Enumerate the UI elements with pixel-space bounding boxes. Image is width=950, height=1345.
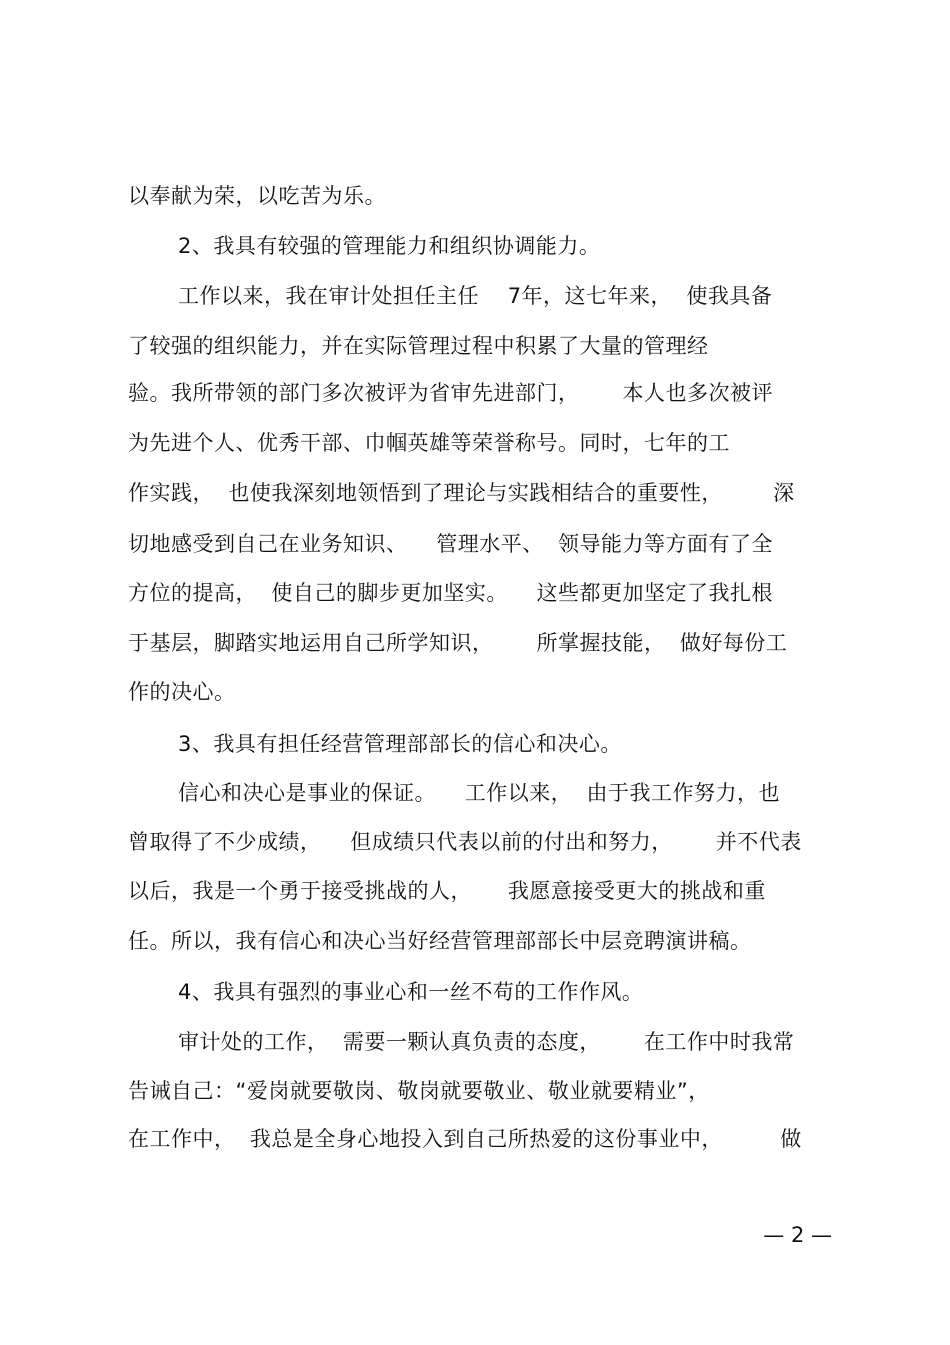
text-line: 于基层，脚踏实地运用自己所学知识， 所掌握技能， 做好每份工 (128, 631, 788, 655)
text-line: 作的决心。 (128, 680, 236, 704)
text-line: 作实践， 也使我深刻地领悟到了理论与实践相结合的重要性， 深 (128, 481, 795, 505)
text-line: 在工作中， 我总是全身心地投入到自己所热爱的这份事业中， 做 (128, 1127, 802, 1151)
text-line: 为先进个人、优秀干部、巾帼英雄等荣誉称号。同时，七年的工 (128, 431, 730, 455)
text-line: 切地感受到自己在业务知识、 管理水平、 领导能力等方面有了全 (128, 532, 774, 556)
text-line: 以奉献为荣，以吃苦为乐。 (128, 184, 386, 208)
text-line: 方位的提高， 使自己的脚步更加坚实。 这些都更加坚定了我扎根 (128, 581, 774, 605)
text-line: 告诫自己：“爱岗就要敬岗、敬岗就要敬业、敬业就要精业”， (128, 1079, 710, 1103)
page-number: — 2 — (763, 1223, 832, 1247)
text-line: 工作以来，我在审计处担任主任 7年，这七年来， 使我具备 (178, 284, 773, 308)
text-line: 了较强的组织能力，并在实际管理过程中积累了大量的管理经 (128, 334, 709, 358)
text-line: 验。我所带领的部门多次被评为省审先进部门， 本人也多次被评 (128, 381, 774, 405)
text-line: 以后，我是一个勇于接受挑战的人， 我愿意接受更大的挑战和重 (128, 879, 766, 903)
section-heading: 4、我具有强烈的事业心和一丝不苟的工作作风。 (178, 980, 644, 1004)
section-heading: 2、我具有较强的管理能力和组织协调能力。 (178, 234, 601, 258)
text-line: 曾取得了不少成绩， 但成绩只代表以前的付出和努力， 并不代表 (128, 830, 802, 854)
text-line: 信心和决心是事业的保证。 工作以来， 由于我工作努力，也 (178, 781, 781, 805)
text-line: 审计处的工作， 需要一颗认真负责的态度， 在工作中时我常 (178, 1030, 795, 1054)
text-line: 任。所以，我有信心和决心当好经营管理部部长中层竞聘演讲稿。 (128, 929, 752, 953)
section-heading: 3、我具有担任经营管理部部长的信心和决心。 (178, 732, 622, 756)
